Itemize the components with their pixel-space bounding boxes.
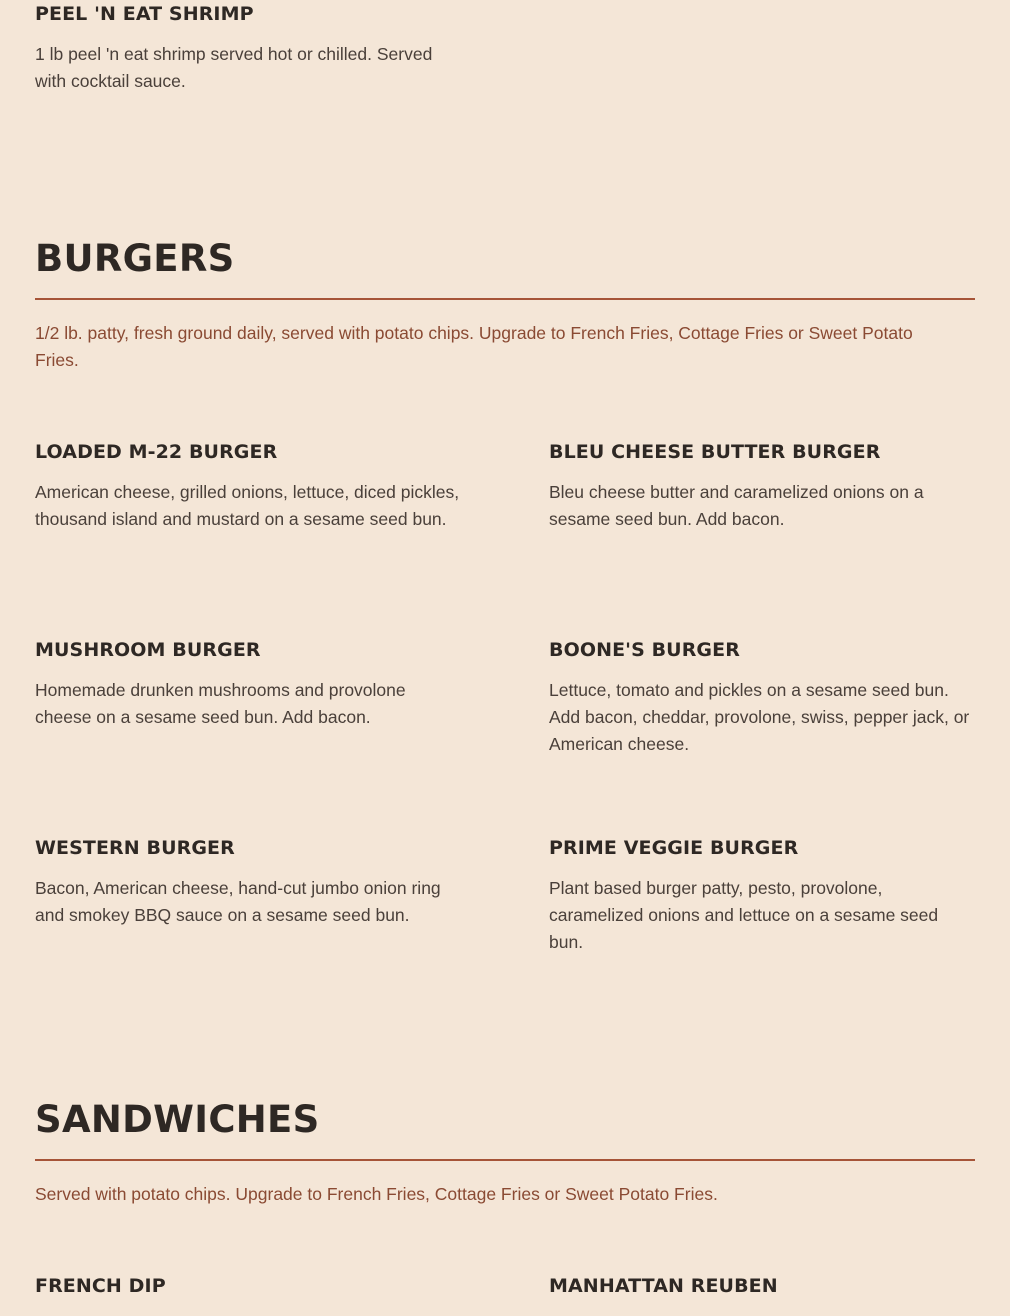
- menu-item-description: Lettuce, tomato and pickles on a sesame seed bun. Add bacon, cheddar, provolone, swiss, pepper jack, or American cheese.: [549, 680, 970, 754]
- menu-item-boones-burger: [549, 638, 974, 662]
- menu-item-description: Plant based burger patty, pesto, provolone, caramelized onions and lettuce on a sesame seed bun.: [549, 878, 939, 952]
- section-title-sandwiches: SANDWICHES: [35, 1098, 320, 1141]
- menu-item-manhattan-reuben: [549, 1274, 974, 1298]
- menu-item-mushroom-burger: [35, 638, 465, 662]
- section-note-sandwiches: Served with potato chips. Upgrade to French Fries, Cottage Fries or Sweet Potato Fries.: [35, 1184, 718, 1204]
- menu-item-western-burger: [35, 836, 465, 860]
- menu-item-title: FRENCH DIP: [35, 1275, 166, 1297]
- menu-item-french-dip: [35, 1274, 465, 1298]
- menu-item-title: PEEL 'N EAT SHRIMP: [35, 3, 254, 25]
- menu-item-loaded-m22-burger: [35, 440, 465, 464]
- menu-item-title: PRIME VEGGIE BURGER: [549, 837, 799, 859]
- menu-item-description: 1 lb peel 'n eat shrimp served hot or chilled. Served with cocktail sauce.: [35, 44, 433, 91]
- menu-item-description: Homemade drunken mushrooms and provolone cheese on a sesame seed bun. Add bacon.: [35, 680, 406, 727]
- menu-item-title: BOONE'S BURGER: [549, 639, 740, 661]
- menu-item-title: MUSHROOM BURGER: [35, 639, 261, 661]
- section-divider: [35, 1159, 975, 1161]
- section-title-burgers: BURGERS: [35, 237, 235, 280]
- menu-item-prime-veggie-burger: [549, 836, 974, 860]
- menu-item-description: Bleu cheese butter and caramelized onions on a sesame seed bun. Add bacon.: [549, 482, 924, 529]
- section-note-burgers: 1/2 lb. patty, fresh ground daily, served with potato chips. Upgrade to French Fries, Cottage Fries or Sweet Potato Fries.: [35, 323, 913, 370]
- menu-item-description: American cheese, grilled onions, lettuce, diced pickles, thousand island and mustard on a sesame seed bun.: [35, 482, 460, 529]
- menu-item-title: LOADED M-22 BURGER: [35, 441, 278, 463]
- menu-item-title: MANHATTAN REUBEN: [549, 1275, 778, 1297]
- menu-item-title: WESTERN BURGER: [35, 837, 235, 859]
- menu-item-bleu-cheese-butter-burger: [549, 440, 974, 464]
- section-divider: [35, 298, 975, 300]
- menu-item-description: Bacon, American cheese, hand-cut jumbo onion ring and smokey BBQ sauce on a sesame seed bun.: [35, 878, 441, 925]
- menu-item-peel-n-eat-shrimp: [35, 2, 465, 26]
- menu-item-title: BLEU CHEESE BUTTER BURGER: [549, 441, 881, 463]
